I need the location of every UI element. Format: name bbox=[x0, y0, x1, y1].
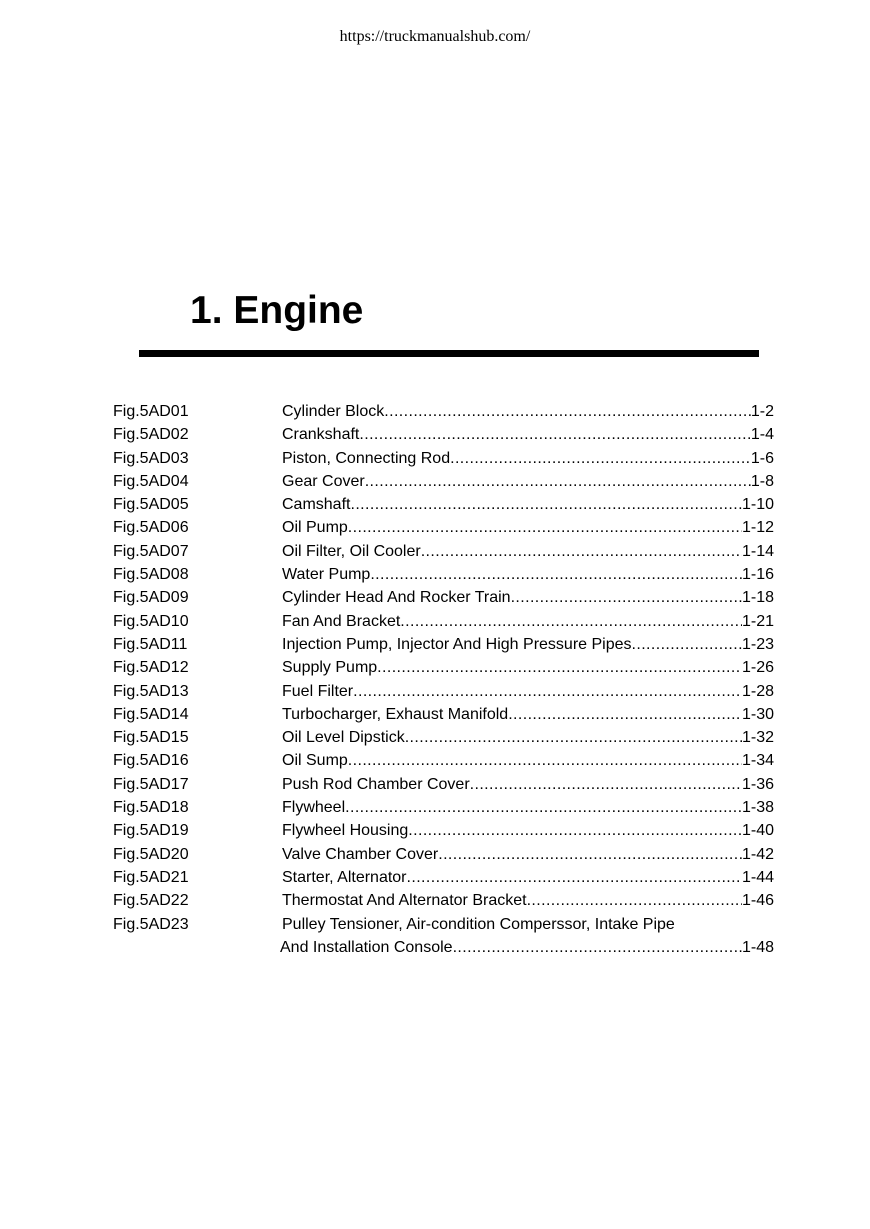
toc-entry-title: Flywheel bbox=[282, 799, 346, 817]
toc-page-number: 1-48 bbox=[741, 938, 774, 956]
toc-page-number: 1-44 bbox=[741, 868, 774, 886]
toc-dot-leader bbox=[450, 447, 751, 470]
toc-dot-leader bbox=[359, 423, 751, 446]
toc-row bbox=[0, 726, 870, 749]
toc-page-number: 1-36 bbox=[741, 775, 774, 793]
toc-page-number: 1-23 bbox=[741, 635, 774, 653]
toc-entry bbox=[282, 726, 774, 749]
toc-fig-number: Fig.5AD17 bbox=[113, 775, 189, 793]
toc-entry bbox=[282, 400, 774, 423]
toc-row bbox=[0, 633, 870, 656]
toc-fig-number: Fig.5AD14 bbox=[113, 705, 189, 723]
toc-fig-number: Fig.5AD04 bbox=[113, 472, 189, 490]
toc-page-number: 1-46 bbox=[741, 892, 774, 910]
toc-page-number: 1-8 bbox=[750, 472, 774, 490]
toc-fig-number: Fig.5AD03 bbox=[113, 449, 189, 467]
toc-entry-title: Flywheel Housing bbox=[282, 822, 409, 840]
toc-page-number: 1-12 bbox=[741, 519, 774, 537]
toc-page-number: 1-32 bbox=[741, 729, 774, 747]
toc-fig-number: Fig.5AD16 bbox=[113, 752, 189, 770]
toc-entry-title: Valve Chamber Cover bbox=[282, 845, 439, 863]
toc-page-number: 1-2 bbox=[750, 403, 774, 420]
toc-entry-title: Camshaft bbox=[282, 496, 351, 514]
toc-entry-title: And Installation Console bbox=[280, 938, 453, 956]
toc-dot-leader bbox=[511, 586, 742, 609]
toc-dot-leader bbox=[408, 819, 742, 842]
toc-row bbox=[0, 423, 870, 446]
toc-page-number: 1-30 bbox=[741, 705, 774, 723]
toc-row bbox=[0, 913, 870, 936]
toc-row bbox=[0, 470, 870, 493]
toc-dot-leader bbox=[508, 703, 742, 726]
toc-row bbox=[0, 773, 870, 796]
toc-fig-number: Fig.5AD22 bbox=[113, 892, 189, 910]
toc-entry bbox=[282, 656, 774, 679]
toc-entry bbox=[282, 819, 774, 842]
toc-entry bbox=[282, 423, 774, 446]
toc-dot-leader bbox=[350, 493, 742, 516]
toc-dot-leader bbox=[632, 633, 742, 656]
toc-row bbox=[0, 610, 870, 633]
title-divider bbox=[139, 350, 759, 357]
toc-entry-title: Gear Cover bbox=[282, 472, 365, 490]
toc-entry bbox=[282, 749, 774, 772]
toc-fig-number: Fig.5AD06 bbox=[113, 519, 189, 537]
toc-page-number: 1-16 bbox=[741, 566, 774, 584]
toc-entry-title: Water Pump bbox=[282, 566, 371, 584]
toc-entry-title: Supply Pump bbox=[282, 659, 378, 677]
toc-entry-title: Fan And Bracket bbox=[282, 612, 401, 630]
toc-entry bbox=[282, 680, 774, 703]
toc-fig-number: Fig.5AD02 bbox=[113, 426, 189, 444]
toc-dot-leader bbox=[348, 516, 742, 539]
toc-fig-number: Fig.5AD18 bbox=[113, 799, 189, 817]
toc-page-number: 1-10 bbox=[741, 496, 774, 514]
header-url: https://truckmanualshub.com/ bbox=[339, 28, 531, 45]
toc-row bbox=[0, 540, 870, 563]
toc-row bbox=[0, 447, 870, 470]
toc-dot-leader bbox=[407, 866, 742, 889]
toc-dot-leader bbox=[405, 726, 742, 749]
toc-fig-number: Fig.5AD09 bbox=[113, 589, 189, 607]
toc-row bbox=[0, 400, 870, 423]
toc-dot-leader bbox=[348, 749, 742, 772]
toc-dot-leader bbox=[421, 540, 742, 563]
toc-entry-title: Oil Sump bbox=[282, 752, 348, 770]
toc-row-continuation bbox=[0, 936, 870, 959]
toc-fig-number: Fig.5AD07 bbox=[113, 542, 189, 560]
toc-dot-leader bbox=[438, 843, 742, 866]
toc-entry-title: Thermostat And Alternator Bracket bbox=[282, 892, 527, 910]
toc-page-number: 1-38 bbox=[741, 799, 774, 817]
toc-entry bbox=[282, 540, 774, 563]
toc-entry-title: Oil Level Dipstick bbox=[282, 729, 405, 747]
toc-row bbox=[0, 866, 870, 889]
toc-fig-number: Fig.5AD15 bbox=[113, 729, 189, 747]
toc-page-number: 1-40 bbox=[741, 822, 774, 840]
toc-dot-leader bbox=[527, 889, 742, 912]
toc-entry-title: Cylinder Head And Rocker Train bbox=[282, 589, 511, 607]
toc-page-number: 1-4 bbox=[750, 426, 774, 444]
toc-entry bbox=[282, 586, 774, 609]
toc-dot-leader bbox=[400, 610, 742, 633]
toc-fig-number: Fig.5AD10 bbox=[113, 612, 189, 630]
toc-entry bbox=[282, 447, 774, 470]
toc-entry bbox=[282, 610, 774, 633]
toc-row bbox=[0, 749, 870, 772]
toc-entry-title: Starter, Alternator bbox=[282, 868, 407, 886]
toc-entry-title: Oil Filter, Oil Cooler bbox=[282, 542, 421, 560]
toc-row bbox=[0, 819, 870, 842]
toc-entry bbox=[282, 563, 774, 586]
toc-row bbox=[0, 796, 870, 819]
toc-fig-number: Fig.5AD11 bbox=[113, 635, 188, 653]
toc-entry-title: Pulley Tensioner, Air-condition Comperssor, Intake Pipe bbox=[282, 915, 675, 933]
toc-page-number: 1-14 bbox=[741, 542, 774, 560]
chapter-title: 1. Engine bbox=[190, 289, 364, 332]
toc-row bbox=[0, 680, 870, 703]
toc-dot-leader bbox=[377, 656, 742, 679]
toc-row bbox=[0, 586, 870, 609]
toc-entry bbox=[282, 843, 774, 866]
toc-entry bbox=[282, 493, 774, 516]
toc-row bbox=[0, 656, 870, 679]
toc-entry-title: Piston, Connecting Rod bbox=[282, 449, 451, 467]
toc-dot-leader bbox=[384, 400, 751, 423]
toc-entry-title: Push Rod Chamber Cover bbox=[282, 775, 470, 793]
toc-row bbox=[0, 493, 870, 516]
toc-row bbox=[0, 563, 870, 586]
toc-page-number: 1-42 bbox=[741, 845, 774, 863]
toc-page-number: 1-28 bbox=[741, 682, 774, 700]
toc-entry-title: Turbocharger, Exhaust Manifold bbox=[282, 705, 509, 723]
toc-dot-leader bbox=[470, 773, 742, 796]
table-of-contents bbox=[0, 400, 870, 959]
toc-fig-number: Fig.5AD12 bbox=[113, 659, 189, 677]
toc-row bbox=[0, 516, 870, 539]
toc-fig-number: Fig.5AD19 bbox=[113, 822, 189, 840]
toc-entry-title: Oil Pump bbox=[282, 519, 348, 537]
toc-page-number: 1-6 bbox=[750, 449, 774, 467]
toc-dot-leader bbox=[353, 680, 742, 703]
toc-fig-number: Fig.5AD20 bbox=[113, 845, 189, 863]
toc-entry bbox=[282, 470, 774, 493]
toc-dot-leader bbox=[370, 563, 742, 586]
toc-fig-number: Fig.5AD01 bbox=[113, 403, 189, 420]
toc-entry bbox=[282, 866, 774, 889]
toc-entry-title: Fuel Filter bbox=[282, 682, 354, 700]
toc-fig-number: Fig.5AD23 bbox=[113, 915, 189, 933]
toc-entry bbox=[282, 633, 774, 656]
toc-fig-number: Fig.5AD08 bbox=[113, 566, 189, 584]
toc-fig-number: Fig.5AD13 bbox=[113, 682, 189, 700]
toc-dot-leader bbox=[453, 936, 742, 959]
toc-entry-title: Injection Pump, Injector And High Pressure Pipes bbox=[282, 635, 632, 653]
toc-entry bbox=[280, 936, 774, 959]
toc-entry bbox=[282, 516, 774, 539]
toc-row bbox=[0, 843, 870, 866]
toc-list bbox=[0, 400, 870, 913]
toc-row bbox=[0, 703, 870, 726]
toc-fig-number: Fig.5AD05 bbox=[113, 496, 189, 514]
toc-page-number: 1-34 bbox=[741, 752, 774, 770]
toc-entry-title: Cylinder Block bbox=[282, 403, 385, 420]
toc-entry-title: Crankshaft bbox=[282, 426, 360, 444]
toc-entry bbox=[282, 889, 774, 912]
toc-dot-leader bbox=[345, 796, 742, 819]
toc-entry bbox=[282, 796, 774, 819]
toc-dot-leader bbox=[365, 470, 751, 493]
toc-entry bbox=[282, 773, 774, 796]
toc-page-number: 1-21 bbox=[741, 612, 774, 630]
toc-fig-number: Fig.5AD21 bbox=[113, 868, 189, 886]
toc-page-number: 1-26 bbox=[741, 659, 774, 677]
toc-row bbox=[0, 889, 870, 912]
toc-entry bbox=[282, 703, 774, 726]
toc-page-number: 1-18 bbox=[741, 589, 774, 607]
